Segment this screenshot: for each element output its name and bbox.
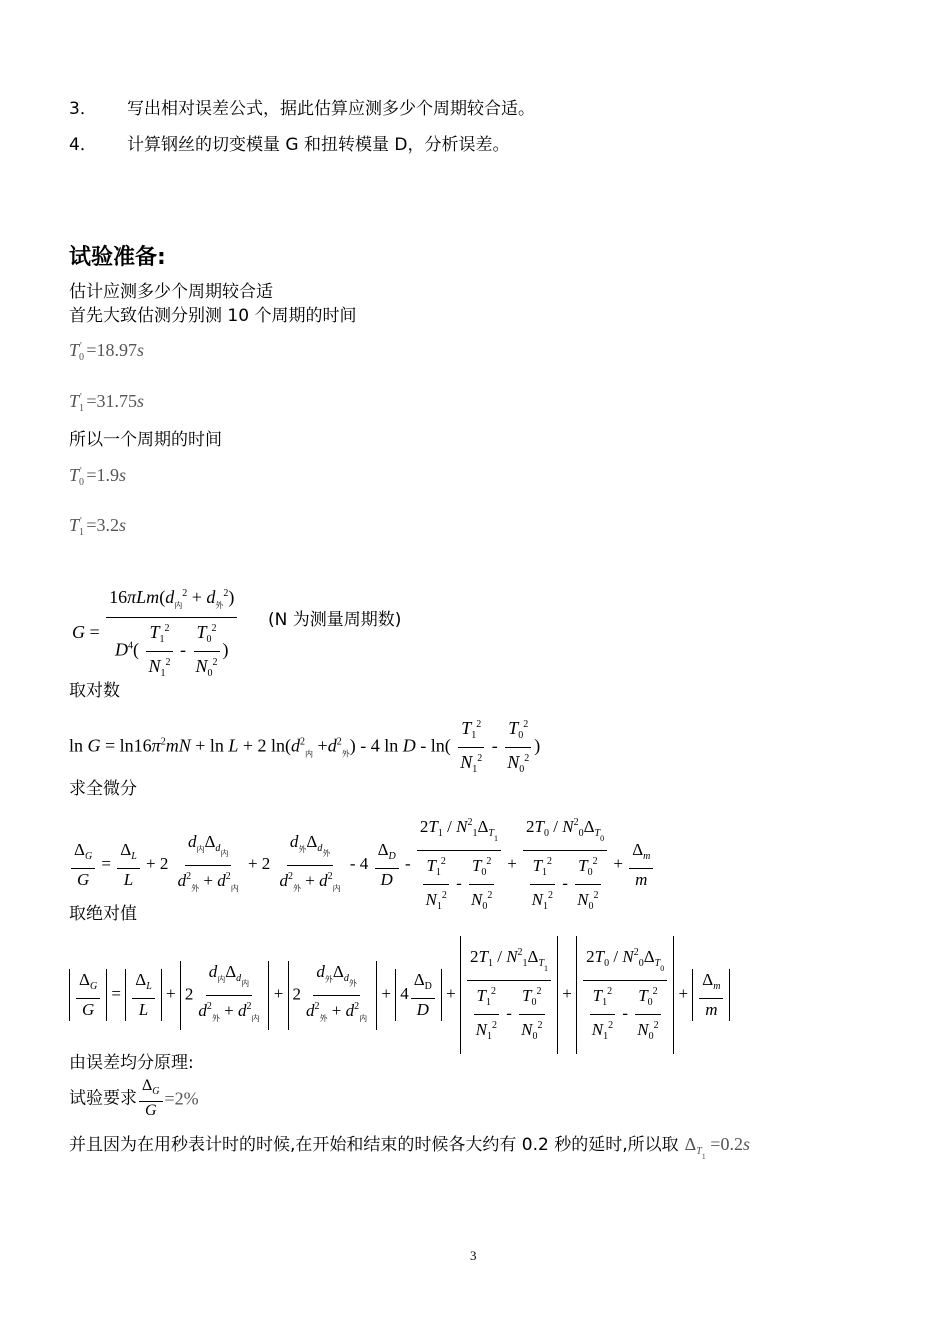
paragraph-absolute: 取绝对值 bbox=[69, 904, 137, 924]
value-t1-10: =31.75 bbox=[86, 391, 137, 411]
formula-log: $\ln G = \ln 16\pi^2mN + \ln L + 2$ $\ln(d^2_内 +d^2_外) - 4$ ln D - ln( $\frac{T_1^2}{N_1^2}$ - $\frac{T_0^2}{N_0^2}$ ) bbox=[69, 714, 540, 781]
delay-text: 并且因为在用秒表计时的时候,在开始和结束的时候各大约有 0.2 秒的延时,所以取 bbox=[69, 1135, 679, 1155]
formula-absolute: $\frac{\Delta_G}{G}$ = $\frac{\Delta_L}{L}$ + 2 $\frac{d_内\Delta_{d_内}}{d^2_外 + d^2_内}$ + 2 $\frac{d_外\Delta_{d_外}}{d^2_外 + d^2_内}$ + 4 $\frac{\Delta_D}{D}$ + $2T_1 / N^2_1\Delta_{T_1}$ $\frac{T_1^2}{N_1^2}$ - $\frac{T_0^2}{N_0^2}$ + $2T_0 / N^2_0\Delta_{T_0}$ $\frac{T_1^2}{N_1^2}$ - $\frac{T_0^2}{N_0^2}$ + $\frac{\Delta_m}{m}$ bbox=[69, 936, 730, 1054]
page-number: 3 bbox=[470, 1248, 477, 1263]
list-number: 3． bbox=[69, 99, 97, 119]
list-number: 4． bbox=[69, 135, 97, 155]
paragraph-one-period: 所以一个周期的时间 bbox=[69, 430, 222, 450]
paragraph-differential: 求全微分 bbox=[69, 779, 137, 799]
unit: s bbox=[136, 391, 144, 411]
unit: s bbox=[742, 1134, 750, 1154]
equation-t0-10: $T_0' =18.97s$ bbox=[69, 340, 144, 363]
equation-t1-1: $T_1' =3.2s$ bbox=[69, 515, 126, 538]
section-title: 试验准备: bbox=[69, 245, 166, 270]
formula-note: (N 为测量周期数) bbox=[268, 610, 402, 630]
requirement-label: 试验要求 bbox=[69, 1088, 137, 1109]
unit: s bbox=[136, 340, 144, 360]
paragraph-delay bbox=[69, 1133, 750, 1168]
equation-t0-1: $T_0' =1.9s$ bbox=[69, 465, 126, 488]
list-text: 计算钢丝的切变模量 G 和扭转模量 D，分析误差。 bbox=[127, 135, 510, 155]
requirement-fraction: $\frac{\Delta_G}{G}$ bbox=[139, 1077, 163, 1120]
requirement-value: =2% bbox=[164, 1088, 199, 1109]
unit: s bbox=[118, 515, 126, 535]
list-item-4 bbox=[69, 134, 510, 156]
list-text: 写出相对误差公式，据此估算应测多少个周期较合适。 bbox=[127, 99, 535, 119]
list-item-3 bbox=[69, 98, 535, 120]
delta-t1-value: =0.2 bbox=[710, 1134, 743, 1154]
value-t0-10: =18.97 bbox=[86, 340, 137, 360]
paragraph-log: 取对数 bbox=[69, 681, 120, 701]
paragraph-measure-10: 首先大致估测分别测 10 个周期的时间 bbox=[69, 306, 357, 326]
formula-differential: $\frac{\Delta_G}{G}$ = $\frac{\Delta_L}{L}$ + 2 $\frac{d_内\Delta_{d_内}}{d^2_外 + d^2_内}$ + 2 $\frac{d_外\Delta_{d_外}}{d^2_外 + d^2_内}$ - 4 $\frac{\Delta_D}{D}$ - $2T_1 / N^2_1\Delta_{T_1}$ $\frac{T_1^2}{N_1^2}$ - $\frac{T_0^2}{N_0^2}$ + $2T_0 / N^2_0\Delta_{T_0}$ $\frac{T_1^2}{N_1^2}$ - $\frac{T_0^2}{N_0^2}$ + $\frac{\Delta_m}{m}$ bbox=[69, 812, 655, 918]
unit: s bbox=[118, 465, 126, 485]
requirement-line bbox=[69, 1077, 199, 1120]
formula-g: G = $16\pi Lm(d_内^2 + d_外^2)$ $D^4$( $\frac{T_1^2}{N_1^2}$ - $\frac{T_0^2}{N_0^2}$ ) bbox=[72, 583, 239, 685]
equation-t1-10: $T_1' =31.75s$ bbox=[69, 391, 144, 414]
value-t1-1: =3.2 bbox=[86, 515, 119, 535]
value-t0-1: =1.9 bbox=[86, 465, 119, 485]
paragraph-estimate: 估计应测多少个周期较合适 bbox=[69, 282, 273, 302]
paragraph-principle: 由误差均分原理: bbox=[69, 1053, 194, 1073]
formula-g-fraction: $16\pi Lm(d_内^2 + d_外^2)$ $D^4$( $\frac{T_1^2}{N_1^2}$ - $\frac{T_0^2}{N_0^2}$ ) bbox=[106, 583, 237, 685]
delta-t1: $\Delta_{T_1} =0.2s$ bbox=[684, 1134, 750, 1161]
